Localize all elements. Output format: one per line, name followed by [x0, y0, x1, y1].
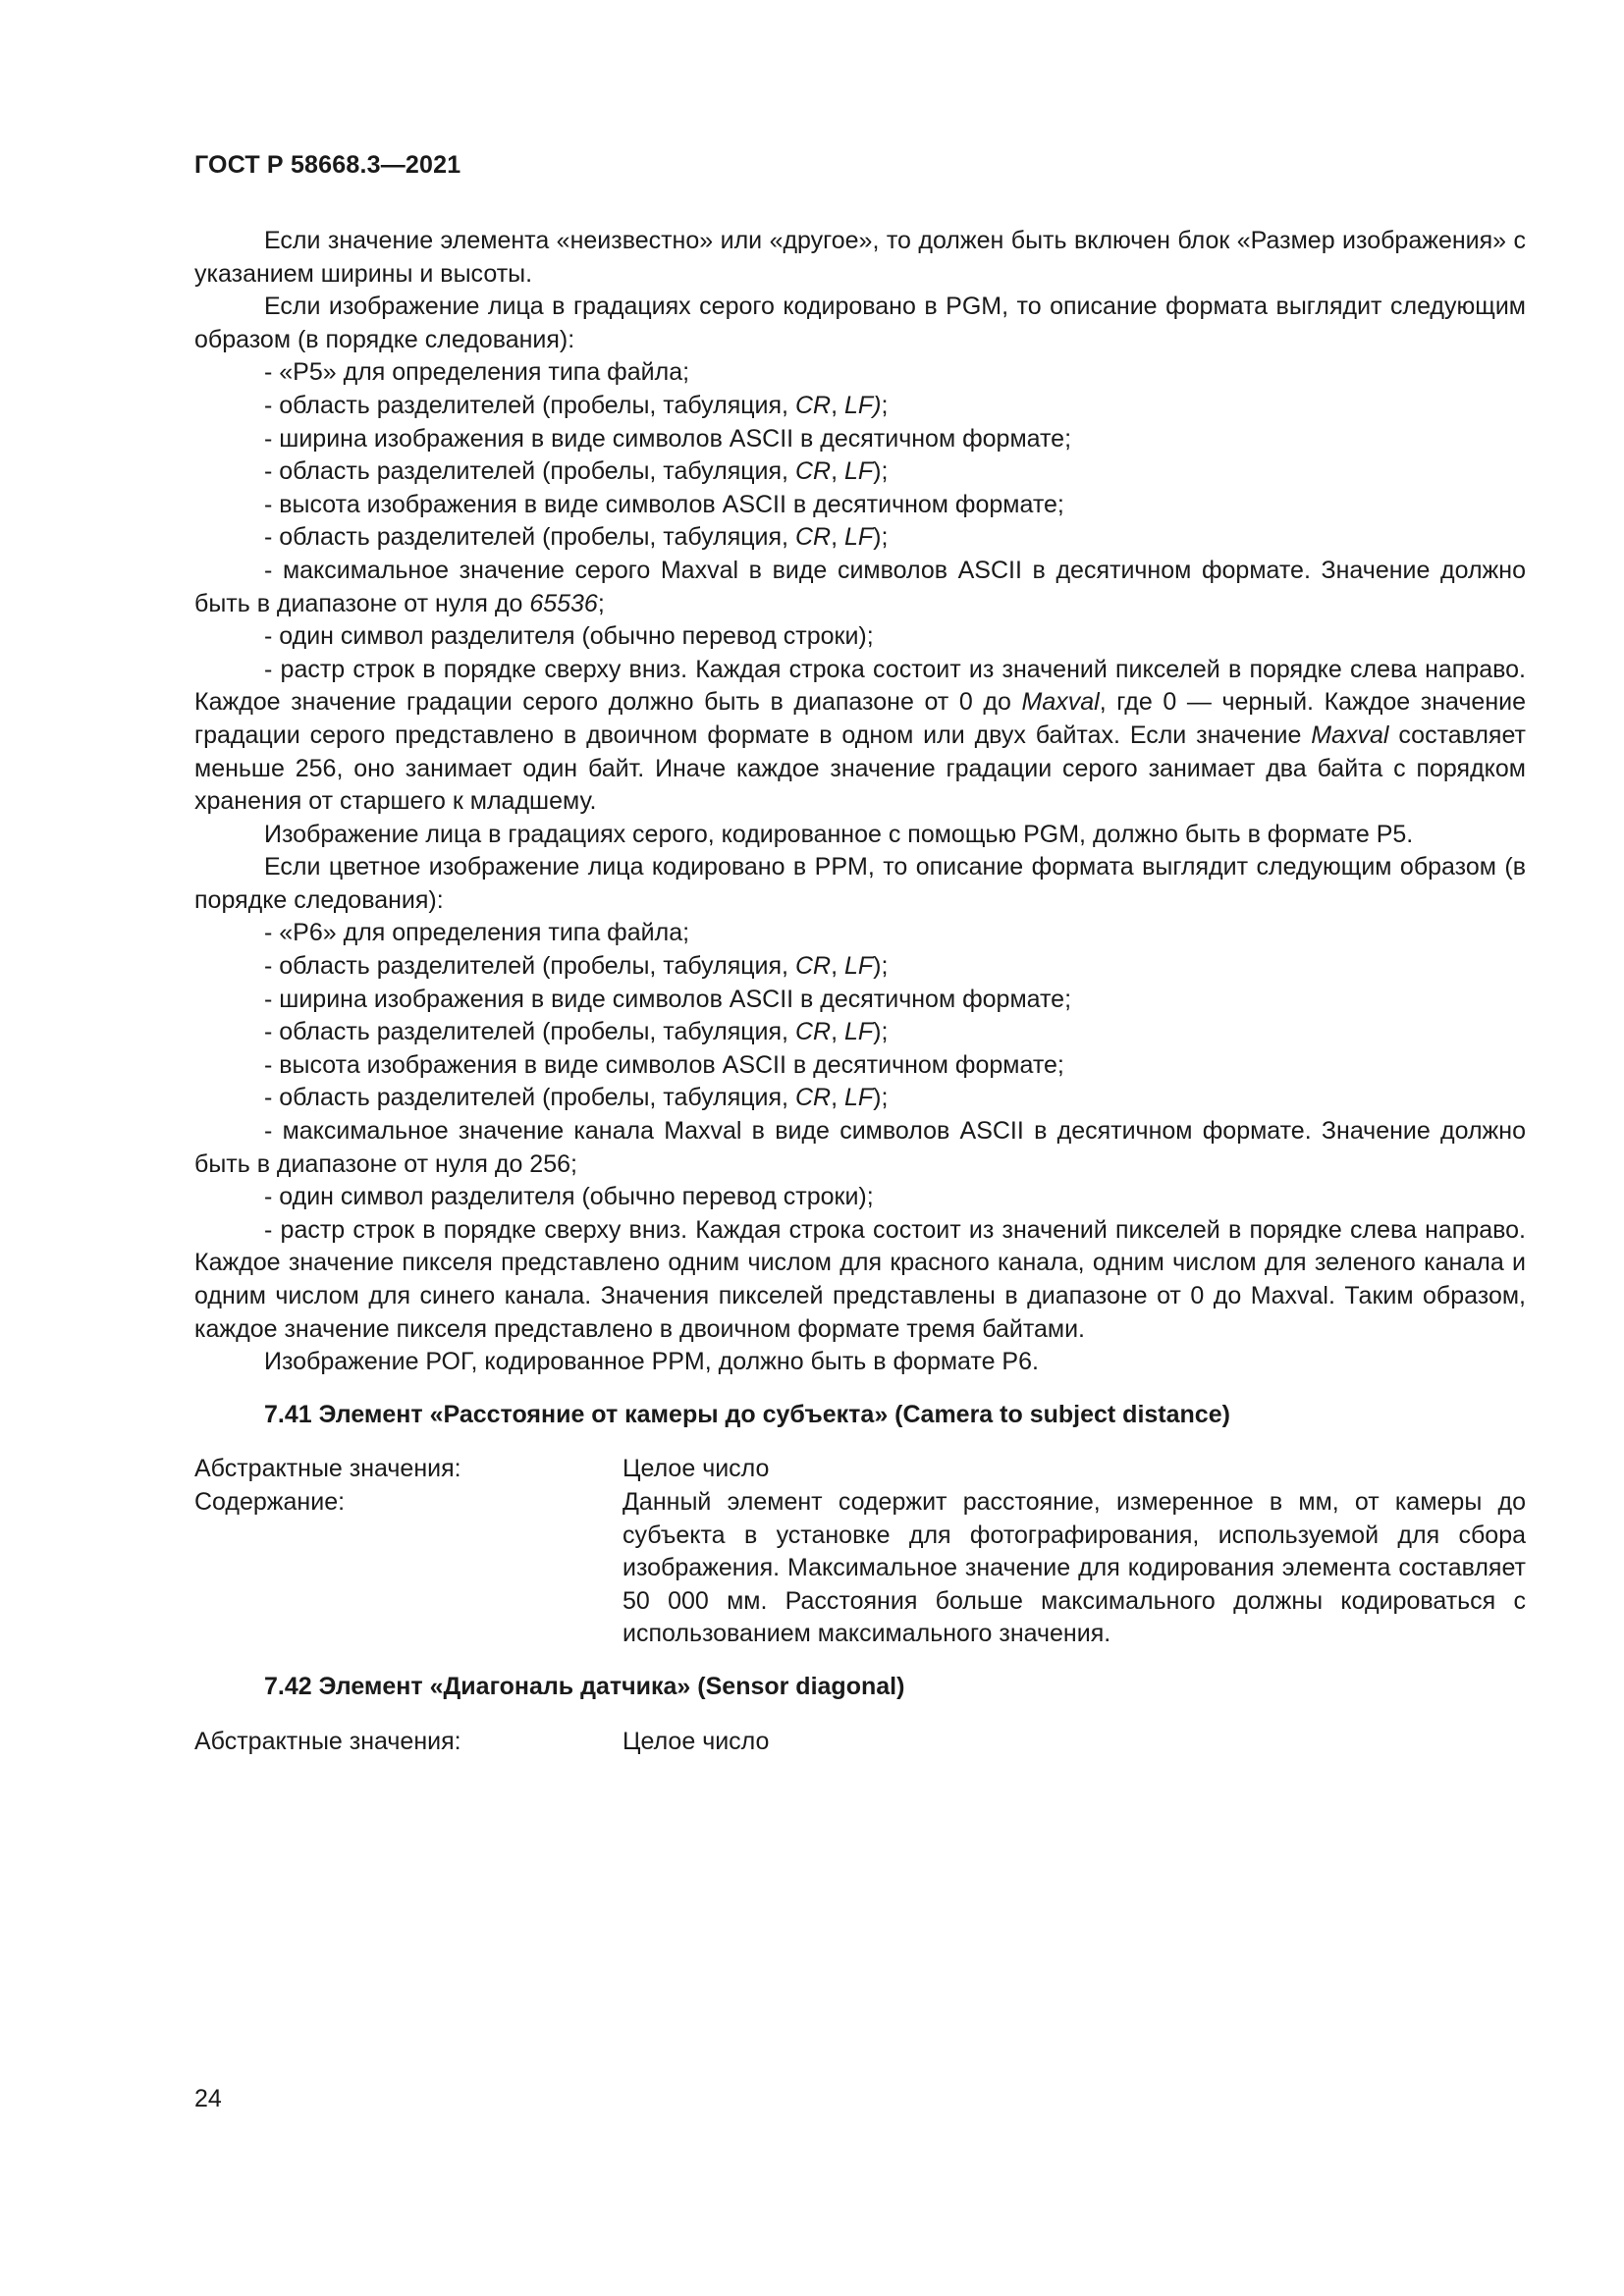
- list-item: - ширина изображения в виде символов ASCII в десятичном формате;: [264, 985, 1072, 1013]
- list-item: [194, 1016, 1526, 1049]
- list-item: [194, 1082, 1526, 1115]
- list-item: [194, 654, 1526, 819]
- paragraph: Если изображение лица в градациях серого кодировано в PGM, то описание формата выглядит следующим образом (в порядке следования):: [194, 293, 1526, 353]
- list-item-text: ,: [831, 1084, 844, 1112]
- definition-value: Целое число: [623, 1455, 770, 1483]
- list-item-text: );: [873, 457, 889, 486]
- lf-symbol: LF: [843, 1018, 874, 1046]
- list-item-text: - область разделителей (пробелы, табуляция,: [264, 457, 795, 486]
- definition-value: Целое число: [623, 1727, 770, 1755]
- lf-symbol: LF: [843, 457, 874, 486]
- list-item-text: ;: [881, 391, 889, 419]
- max-value-number: 65536: [529, 589, 598, 617]
- definition-label: Абстрактные значения:: [194, 1455, 461, 1483]
- lf-symbol: LF: [843, 523, 874, 552]
- lf-symbol: LF: [843, 952, 874, 981]
- lf-symbol: LF: [843, 1084, 874, 1112]
- definition-row: [194, 1726, 1526, 1759]
- document-body: [194, 225, 1526, 1758]
- list-item-text: - область разделителей (пробелы, табуляция,: [264, 952, 795, 981]
- cr-symbol: CR: [794, 1018, 832, 1046]
- list-item-text: ,: [831, 952, 844, 981]
- list-item: - ширина изображения в виде символов ASCII в десятичном формате;: [264, 424, 1072, 453]
- list-item: - максимальное значение канала Maxval в виде символов ASCII в десятичном формате. Значение должно быть в диапазоне от нуля до 256;: [194, 1117, 1526, 1178]
- list-item: [194, 950, 1526, 984]
- list-item-text: ,: [831, 391, 844, 419]
- cr-symbol: CR: [794, 523, 832, 552]
- section-heading: 7.42 Элемент «Диагональ датчика» (Sensor diagonal): [264, 1672, 905, 1700]
- list-item: - один символ разделителя (обычно перевод строки);: [264, 622, 874, 651]
- definition-value: Данный элемент содержит расстояние, измеренное в мм, от камеры до субъекта в установке для фотографирования, используемой для сбора изображения. Максимальное значение для кодирования элемента составляет 50 000 мм. Расстояния больше максимального должны кодироваться с использованием максимального значения.: [623, 1487, 1526, 1648]
- maxval-term: Maxval: [1021, 688, 1100, 717]
- list-item-text: );: [873, 1084, 889, 1112]
- definition-label: Абстрактные значения:: [194, 1727, 461, 1755]
- definition-label: Содержание:: [194, 1487, 346, 1516]
- list-item-text: составляет меньше 256, оно занимает один байт. Иначе каждое значение градации серого занимает два байта с порядком хранения от старшего к младшему.: [194, 721, 1526, 816]
- list-item-text: );: [873, 952, 889, 981]
- list-item-text: ;: [597, 589, 605, 617]
- list-item-text: - область разделителей (пробелы, табуляция,: [264, 391, 795, 419]
- paragraph: Если значение элемента «неизвестно» или «другое», то должен быть включен блок «Размер изображения» с указанием ширины и высоты.: [194, 227, 1526, 288]
- list-item-text: ,: [831, 523, 844, 552]
- list-item: - высота изображения в виде символов ASCII в десятичном формате;: [264, 490, 1064, 518]
- paragraph: Изображение лица в градациях серого, кодированное с помощью PGM, должно быть в формате P5.: [264, 820, 1414, 848]
- list-item-text: , где 0 — черный. Каждое значение градации серого представлено в двоичном формате в одном или двух байтах. Если значение: [194, 688, 1527, 749]
- list-item-text: );: [873, 1018, 889, 1046]
- list-item-text: ,: [831, 457, 844, 486]
- list-item-text: - область разделителей (пробелы, табуляция,: [264, 523, 795, 552]
- definition-row: [194, 1486, 1526, 1651]
- lf-symbol: LF): [843, 391, 882, 419]
- list-item: - «P5» для определения типа файла;: [264, 358, 690, 387]
- section-heading: 7.41 Элемент «Расстояние от камеры до субъекта» (Camera to subject distance): [264, 1400, 1230, 1428]
- cr-symbol: CR: [794, 391, 832, 419]
- cr-symbol: CR: [794, 457, 832, 486]
- paragraph: Изображение РОГ, кодированное PPM, должно быть в формате P6.: [264, 1348, 1039, 1376]
- cr-symbol: CR: [794, 952, 832, 981]
- list-item: - один символ разделителя (обычно перевод строки);: [264, 1183, 874, 1211]
- list-item-text: - область разделителей (пробелы, табуляция,: [264, 1084, 795, 1112]
- paragraph: Если цветное изображение лица кодировано в PPM, то описание формата выглядит следующим образом (в порядке следования):: [194, 853, 1526, 914]
- list-item-text: - растр строк в порядке сверху вниз. Каждая строка состоит из значений пикселей в порядке слева направо. Каждое значение градации серого должно быть в диапазоне от 0 до: [194, 655, 1526, 717]
- list-item-text: ,: [831, 1018, 844, 1046]
- list-item: - «P6» для определения типа файла;: [264, 919, 690, 947]
- page-number: 24: [194, 2085, 222, 2112]
- list-item-text: - область разделителей (пробелы, табуляция,: [264, 1018, 795, 1046]
- list-item-text: );: [873, 523, 889, 552]
- list-item: [194, 455, 1526, 489]
- list-item-text: - максимальное значение серого Maxval в виде символов ASCII в десятичном формате. Значение должно быть в диапазоне от нуля до: [194, 556, 1526, 617]
- list-item: - растр строк в порядке сверху вниз. Каждая строка состоит из значений пикселей в порядке слева направо. Каждое значение пикселя представлено одним числом для красного канала, одним числом для зеленого канала и одним числом для синего канала. Значения пикселей представлены в диапазоне от 0 до Maxval. Таким образом, каждое значение пикселя представлено в двоичном формате тремя байтами.: [194, 1215, 1526, 1343]
- list-item: [194, 521, 1526, 555]
- definition-row: [194, 1453, 1526, 1486]
- list-item: - высота изображения в виде символов ASCII в десятичном формате;: [264, 1050, 1064, 1079]
- list-item: [194, 555, 1526, 620]
- cr-symbol: CR: [794, 1084, 832, 1112]
- list-item: [194, 390, 1526, 423]
- maxval-term: Maxval: [1311, 721, 1389, 749]
- standard-id: ГОСТ Р 58668.3—2021: [194, 151, 461, 179]
